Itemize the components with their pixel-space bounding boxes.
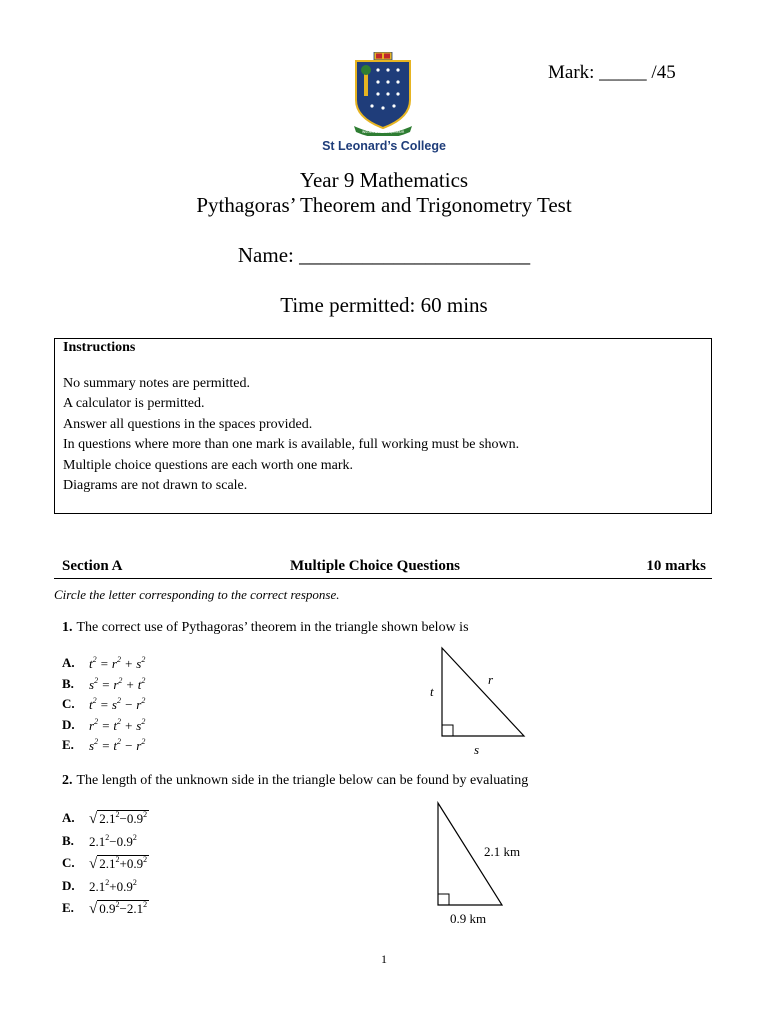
question-number: 1.	[62, 620, 73, 635]
instruction-item: Diagrams are not drawn to scale.	[63, 478, 248, 494]
instruction-item: In questions where more than one mark is available, full working must be shown.	[63, 437, 520, 453]
q1-label-r: r	[488, 672, 494, 687]
instruction-item: A calculator is permitted.	[63, 396, 205, 412]
q2-option-d[interactable]: D. $2.1^2+0.9^2$	[62, 877, 137, 894]
question-1	[62, 620, 469, 636]
q1-option-c[interactable]: C. $t^2 = s^2 - r^2$	[62, 696, 146, 712]
q2-base-label: 0.9 km	[450, 911, 487, 926]
section-header	[54, 558, 712, 579]
instruction-item: Answer all questions in the spaces provided.	[63, 416, 313, 432]
q1-label-s: s	[474, 742, 480, 757]
section-label: Section A	[62, 558, 123, 574]
test-title: Pythagoras’ Theorem and Trigonometry Test	[196, 193, 572, 217]
instruction-item: No summary notes are permitted.	[63, 376, 251, 391]
question-number: 2.	[62, 773, 73, 788]
q2-option-a[interactable]: A. √ $2.1^2-0.9^2$	[62, 810, 148, 827]
q2-options	[62, 810, 282, 923]
mark-field: Mark: _____ /45	[548, 62, 676, 83]
college-name: St Leonard’s College	[322, 139, 446, 153]
college-crest-icon	[352, 52, 414, 136]
section-directive: Circle the letter corresponding to the correct response.	[54, 587, 340, 602]
q2-hyp-label: 2.1 km	[484, 844, 521, 859]
q1-option-d[interactable]: D. $r^2 = t^2 + s^2$	[62, 716, 146, 733]
section-title: Multiple Choice Questions	[290, 558, 461, 574]
q1-option-e[interactable]: E. $s^2 = t^2 - r^2$	[62, 737, 146, 753]
q2-option-c[interactable]: C. √ $2.1^2+0.9^2$	[62, 855, 148, 872]
question-text: The correct use of Pythagoras’ theorem in the triangle shown below is	[76, 620, 469, 635]
question-text: The length of the unknown side in the triangle below can be found by evaluating	[76, 773, 529, 788]
instructions-box	[54, 338, 712, 514]
instruction-item: Multiple choice questions are each worth one mark.	[63, 457, 354, 473]
q1-triangle-diagram	[420, 640, 550, 760]
q1-option-a[interactable]: A. $t^2 = r^2 + s^2$	[62, 655, 146, 671]
section-marks: 10 marks	[646, 558, 706, 574]
q1-label-t: t	[430, 684, 434, 699]
q2-option-e[interactable]: E. √ $0.9^2-2.1^2$	[62, 900, 148, 917]
q2-triangle-diagram	[420, 795, 560, 935]
name-field: Name: ______________________	[237, 243, 531, 267]
q1-option-b[interactable]: B. $s^2 = r^2 + t^2$	[62, 675, 146, 692]
q2-option-b[interactable]: B. $2.1^2-0.9^2$	[62, 832, 137, 849]
question-2	[62, 773, 528, 789]
q1-options	[62, 655, 262, 758]
time-permitted: Time permitted: 60 mins	[280, 293, 488, 317]
page-number: 1	[381, 952, 387, 966]
crest-motto: INSULA DUCE SEQUAMUR	[361, 130, 405, 134]
subject-title: Year 9 Mathematics	[299, 168, 469, 192]
instructions-heading: Instructions	[63, 340, 136, 355]
instructions-list	[63, 374, 703, 496]
